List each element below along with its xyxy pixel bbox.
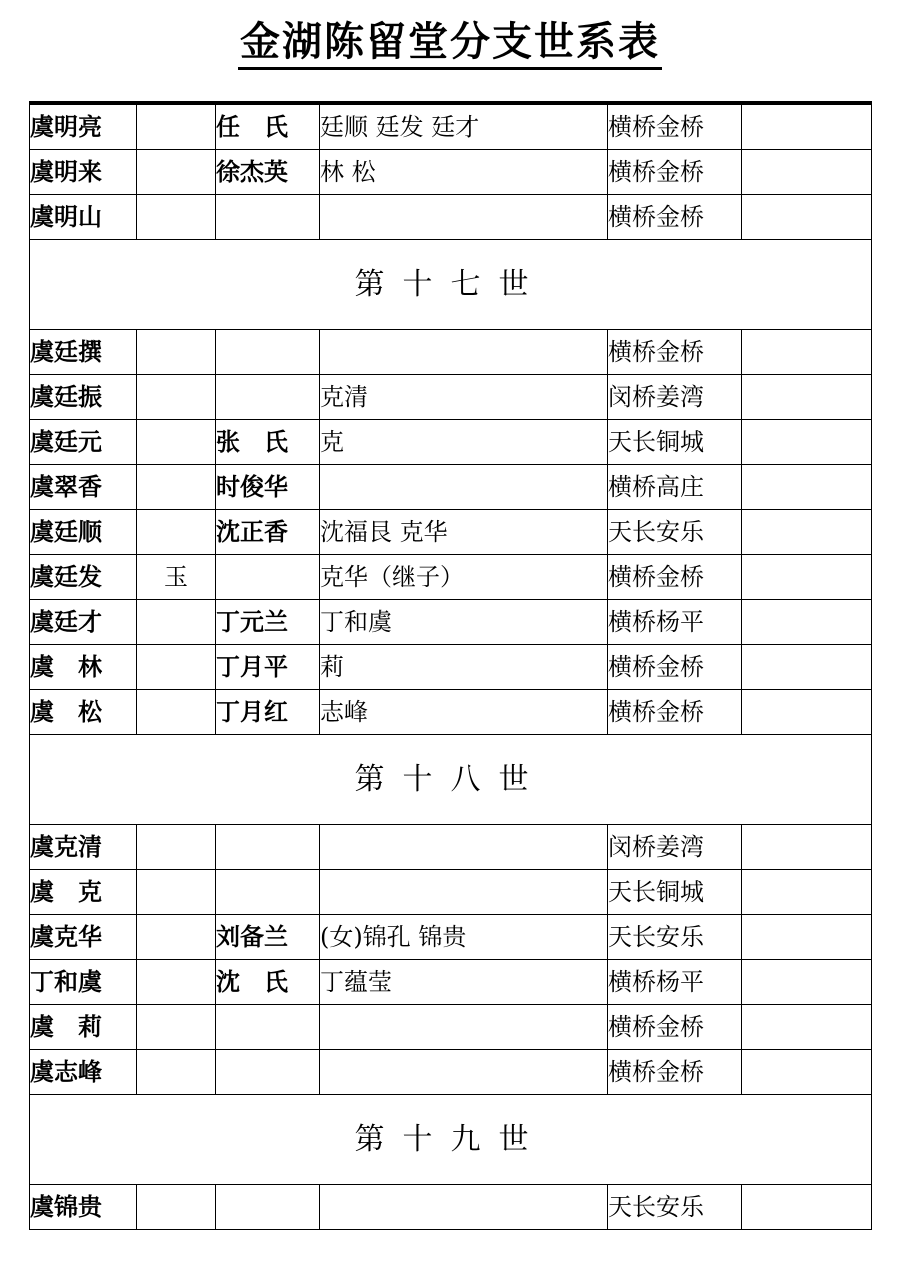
children-cell (320, 465, 608, 510)
children-cell: 林 松 (320, 150, 608, 195)
generation-header-row (30, 1095, 872, 1185)
note-cell (742, 1050, 872, 1095)
residence-cell: 横桥金桥 (608, 555, 742, 600)
residence-cell: 横桥金桥 (608, 690, 742, 735)
document-title-text: 金湖陈留堂分支世系表 (238, 17, 662, 70)
residence-cell: 天长铜城 (608, 870, 742, 915)
note-cell (742, 150, 872, 195)
children-cell (320, 195, 608, 240)
children-cell: 廷顺 廷发 廷才 (320, 103, 608, 150)
document-title (0, 16, 900, 70)
table-row (30, 690, 872, 735)
residence-cell: 横桥金桥 (608, 1050, 742, 1095)
children-cell: 志峰 (320, 690, 608, 735)
person-name-cell: 虞 莉 (30, 1005, 137, 1050)
residence-cell: 天长安乐 (608, 915, 742, 960)
spouse-cell (216, 1050, 320, 1095)
residence-cell: 横桥金桥 (608, 103, 742, 150)
note-cell (742, 420, 872, 465)
person-name-cell: 虞廷振 (30, 375, 137, 420)
residence-cell: 天长安乐 (608, 510, 742, 555)
genealogy-table-body (30, 103, 872, 1230)
note-cell (742, 103, 872, 150)
note-cell (742, 915, 872, 960)
generation-header-row (30, 735, 872, 825)
table-row (30, 555, 872, 600)
person-name-cell: 虞明山 (30, 195, 137, 240)
table-row (30, 103, 872, 150)
alias-cell (137, 465, 216, 510)
children-cell: 丁和虞 (320, 600, 608, 645)
children-cell: 克清 (320, 375, 608, 420)
alias-cell (137, 690, 216, 735)
person-name-cell: 虞锦贵 (30, 1185, 137, 1230)
note-cell (742, 600, 872, 645)
note-cell (742, 1185, 872, 1230)
note-cell (742, 1005, 872, 1050)
alias-cell: 玉 (137, 555, 216, 600)
spouse-cell: 丁元兰 (216, 600, 320, 645)
table-row (30, 870, 872, 915)
spouse-cell (216, 1185, 320, 1230)
spouse-cell (216, 1005, 320, 1050)
table-row (30, 825, 872, 870)
table-row (30, 375, 872, 420)
residence-cell: 横桥杨平 (608, 960, 742, 1005)
person-name-cell: 虞 松 (30, 690, 137, 735)
table-row (30, 600, 872, 645)
children-cell (320, 825, 608, 870)
residence-cell: 横桥金桥 (608, 195, 742, 240)
alias-cell (137, 645, 216, 690)
note-cell (742, 645, 872, 690)
children-cell: 克 (320, 420, 608, 465)
table-row (30, 645, 872, 690)
alias-cell (137, 600, 216, 645)
person-name-cell: 虞克华 (30, 915, 137, 960)
spouse-cell: 刘备兰 (216, 915, 320, 960)
spouse-cell: 沈 氏 (216, 960, 320, 1005)
spouse-cell (216, 825, 320, 870)
generation-heading: 第十八世 (30, 735, 872, 825)
alias-cell (137, 1050, 216, 1095)
alias-cell (137, 375, 216, 420)
children-cell: 莉 (320, 645, 608, 690)
table-row (30, 1050, 872, 1095)
person-name-cell: 丁和虞 (30, 960, 137, 1005)
person-name-cell: 虞明亮 (30, 103, 137, 150)
spouse-cell (216, 330, 320, 375)
table-row (30, 150, 872, 195)
table-row (30, 510, 872, 555)
spouse-cell (216, 195, 320, 240)
table-row (30, 330, 872, 375)
alias-cell (137, 1005, 216, 1050)
spouse-cell: 沈正香 (216, 510, 320, 555)
generation-header-row (30, 240, 872, 330)
children-cell: 克华（继子） (320, 555, 608, 600)
residence-cell: 天长铜城 (608, 420, 742, 465)
person-name-cell: 虞克清 (30, 825, 137, 870)
spouse-cell: 徐杰英 (216, 150, 320, 195)
spouse-cell: 丁月平 (216, 645, 320, 690)
children-cell: 沈福艮 克华 (320, 510, 608, 555)
alias-cell (137, 195, 216, 240)
generation-heading: 第十九世 (30, 1095, 872, 1185)
residence-cell: 天长安乐 (608, 1185, 742, 1230)
spouse-cell: 任 氏 (216, 103, 320, 150)
children-cell (320, 1185, 608, 1230)
person-name-cell: 虞廷才 (30, 600, 137, 645)
generation-heading: 第十七世 (30, 240, 872, 330)
note-cell (742, 870, 872, 915)
note-cell (742, 555, 872, 600)
children-cell: (女)锦孔 锦贵 (320, 915, 608, 960)
spouse-cell (216, 375, 320, 420)
table-row (30, 465, 872, 510)
children-cell (320, 1005, 608, 1050)
genealogy-table (29, 101, 872, 1230)
alias-cell (137, 1185, 216, 1230)
note-cell (742, 690, 872, 735)
residence-cell: 横桥金桥 (608, 150, 742, 195)
note-cell (742, 330, 872, 375)
person-name-cell: 虞廷发 (30, 555, 137, 600)
spouse-cell: 时俊华 (216, 465, 320, 510)
residence-cell: 闵桥姜湾 (608, 825, 742, 870)
children-cell (320, 1050, 608, 1095)
table-row (30, 1185, 872, 1230)
alias-cell (137, 870, 216, 915)
person-name-cell: 虞志峰 (30, 1050, 137, 1095)
spouse-cell (216, 555, 320, 600)
children-cell: 丁蕴莹 (320, 960, 608, 1005)
note-cell (742, 375, 872, 420)
person-name-cell: 虞廷元 (30, 420, 137, 465)
alias-cell (137, 103, 216, 150)
alias-cell (137, 825, 216, 870)
person-name-cell: 虞廷顺 (30, 510, 137, 555)
person-name-cell: 虞 克 (30, 870, 137, 915)
spouse-cell: 丁月红 (216, 690, 320, 735)
person-name-cell: 虞 林 (30, 645, 137, 690)
alias-cell (137, 420, 216, 465)
person-name-cell: 虞廷撰 (30, 330, 137, 375)
table-row (30, 195, 872, 240)
person-name-cell: 虞翠香 (30, 465, 137, 510)
table-row (30, 1005, 872, 1050)
residence-cell: 横桥杨平 (608, 600, 742, 645)
alias-cell (137, 510, 216, 555)
children-cell (320, 330, 608, 375)
note-cell (742, 195, 872, 240)
children-cell (320, 870, 608, 915)
alias-cell (137, 915, 216, 960)
residence-cell: 横桥金桥 (608, 645, 742, 690)
note-cell (742, 465, 872, 510)
table-row (30, 420, 872, 465)
table-row (30, 915, 872, 960)
alias-cell (137, 150, 216, 195)
person-name-cell: 虞明来 (30, 150, 137, 195)
residence-cell: 闵桥姜湾 (608, 375, 742, 420)
table-row (30, 960, 872, 1005)
note-cell (742, 825, 872, 870)
residence-cell: 横桥金桥 (608, 1005, 742, 1050)
residence-cell: 横桥金桥 (608, 330, 742, 375)
spouse-cell (216, 870, 320, 915)
note-cell (742, 960, 872, 1005)
note-cell (742, 510, 872, 555)
residence-cell: 横桥高庄 (608, 465, 742, 510)
alias-cell (137, 960, 216, 1005)
alias-cell (137, 330, 216, 375)
spouse-cell: 张 氏 (216, 420, 320, 465)
